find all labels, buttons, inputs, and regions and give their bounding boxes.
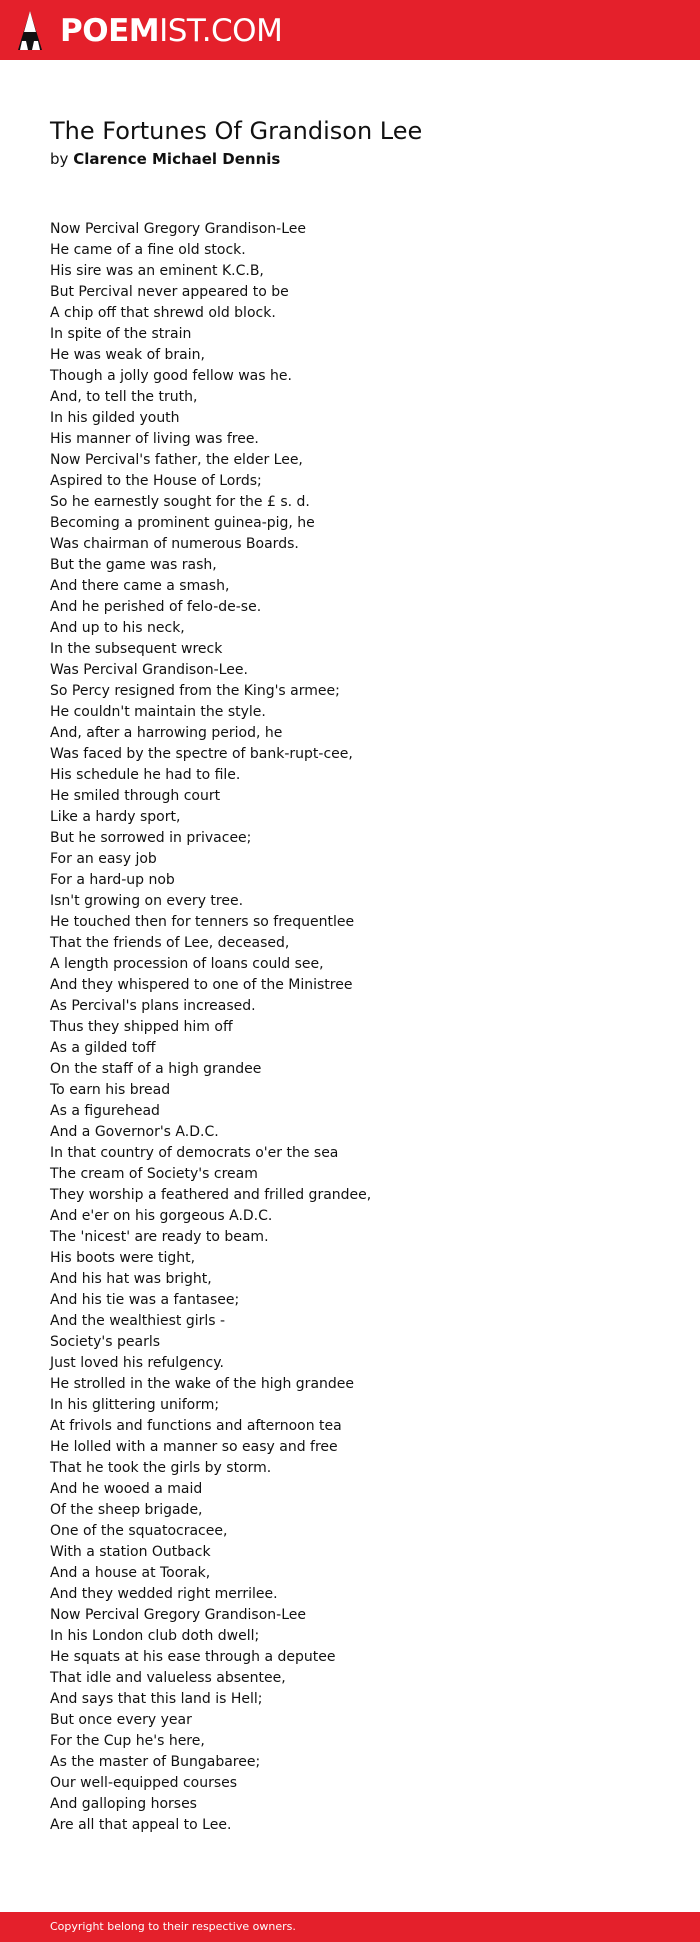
poem-line: And up to his neck,	[50, 620, 185, 636]
poem-line: In his glittering uniform;	[50, 1397, 220, 1413]
poem-line: He smiled through court	[50, 788, 221, 804]
poem-line: And they whispered to one of the Ministree	[50, 977, 353, 993]
poem-line: That idle and valueless absentee,	[50, 1670, 286, 1686]
poem-line: The 'nicest' are ready to beam.	[50, 1229, 269, 1245]
poem-line: Isn't growing on every tree.	[50, 893, 244, 909]
poem-line: That he took the girls by storm.	[50, 1460, 272, 1476]
poem-line: Was Percival Grandison-Lee.	[50, 662, 248, 678]
poem-line: For a hard-up nob	[50, 872, 175, 888]
poem-line: Now Percival's father, the elder Lee,	[50, 452, 303, 468]
logo-light-part: IST.COM	[159, 13, 283, 49]
poem-line: Society's pearls	[50, 1334, 161, 1350]
poem-line: Of the sheep brigade,	[50, 1502, 203, 1518]
poem-line: Though a jolly good fellow was he.	[50, 368, 292, 384]
poem-line: But he sorrowed in privacee;	[50, 830, 252, 846]
poem-line: In that country of democrats o'er the sea	[50, 1145, 339, 1161]
poem-line: Now Percival Gregory Grandison-Lee	[50, 1607, 306, 1623]
poem-line: That the friends of Lee, deceased,	[50, 935, 290, 951]
poem-line: His boots were tight,	[50, 1250, 196, 1266]
logo-bold-part: POEM	[60, 13, 160, 49]
poem-line: But the game was rash,	[50, 557, 217, 573]
poem-line: On the staff of a high grandee	[50, 1061, 262, 1077]
poem-line: For the Cup he's here,	[50, 1733, 205, 1749]
poem-line: In his gilded youth	[50, 410, 180, 426]
poem-line: Our well-equipped courses	[50, 1775, 238, 1791]
poem-byline	[50, 149, 280, 169]
poem-line: Just loved his refulgency.	[50, 1355, 224, 1371]
poem-line: And says that this land is Hell;	[50, 1691, 263, 1707]
poem-line: Was faced by the spectre of bank-rupt-cee,	[50, 746, 353, 762]
poem-line: His manner of living was free.	[50, 431, 259, 447]
poem-line: And, to tell the truth,	[50, 389, 198, 405]
site-logo-text	[60, 10, 282, 52]
poem-line: At frivols and functions and afternoon tea	[50, 1418, 342, 1434]
poem-line: He came of a fine old stock.	[50, 242, 246, 258]
poem-line: And, after a harrowing period, he	[50, 725, 283, 741]
poem-line: Like a hardy sport,	[50, 809, 181, 825]
byline-prefix: by	[50, 150, 69, 168]
poem-line: One of the squatocracee,	[50, 1523, 228, 1539]
poem-line: With a station Outback	[50, 1544, 211, 1560]
site-header	[0, 0, 700, 60]
poem-line: And his hat was bright,	[50, 1271, 212, 1287]
poem-line: And a Governor's A.D.C.	[50, 1124, 219, 1140]
poem-line: A length procession of loans could see,	[50, 956, 324, 972]
poem-title: The Fortunes Of Grandison Lee	[50, 117, 423, 145]
poem-line: Are all that appeal to Lee.	[50, 1817, 232, 1833]
site-logo-link[interactable]	[16, 10, 282, 52]
poem-line: But Percival never appeared to be	[50, 284, 289, 300]
site-footer	[0, 1912, 700, 1942]
poem-line: And his tie was a fantasee;	[50, 1292, 240, 1308]
poem-line: As a gilded toff	[50, 1040, 156, 1056]
poem-line: They worship a feathered and frilled grandee,	[50, 1187, 372, 1203]
poem-line: He strolled in the wake of the high grandee	[50, 1376, 355, 1392]
poem-line: In spite of the strain	[50, 326, 192, 342]
poem-line: He couldn't maintain the style.	[50, 704, 266, 720]
poem-line: So Percy resigned from the King's armee;	[50, 683, 340, 699]
pen-nib-icon	[16, 10, 44, 52]
poem-line: A chip off that shrewd old block.	[50, 305, 276, 321]
poem-line: As Percival's plans increased.	[50, 998, 256, 1014]
poem-line: So he earnestly sought for the £ s. d.	[50, 494, 310, 510]
poem-line: In the subsequent wreck	[50, 641, 223, 657]
poem-body	[50, 219, 371, 1836]
poem-line: And the wealthiest girls -	[50, 1313, 226, 1329]
poem-line: And there came a smash,	[50, 578, 230, 594]
poem-line: He was weak of brain,	[50, 347, 205, 363]
poem-line: The cream of Society's cream	[50, 1166, 258, 1182]
footer-copyright: Copyright belong to their respective owners.	[50, 1920, 296, 1933]
poem-line: Becoming a prominent guinea-pig, he	[50, 515, 315, 531]
poem-line: As a figurehead	[50, 1103, 160, 1119]
poem-line: For an easy job	[50, 851, 157, 867]
poem-line: Thus they shipped him off	[50, 1019, 233, 1035]
poem-line: And he perished of felo-de-se.	[50, 599, 262, 615]
poem-line: As the master of Bungabaree;	[50, 1754, 261, 1770]
poem-line: He lolled with a manner so easy and free	[50, 1439, 338, 1455]
poem-line: Now Percival Gregory Grandison-Lee	[50, 221, 306, 237]
poem-line: He touched then for tenners so frequentlee	[50, 914, 355, 930]
poem-author: Clarence Michael Dennis	[73, 150, 281, 168]
poem-line: He squats at his ease through a deputee	[50, 1649, 336, 1665]
poem-line: Was chairman of numerous Boards.	[50, 536, 299, 552]
poem-line: And they wedded right merrilee.	[50, 1586, 278, 1602]
poem-line: And galloping horses	[50, 1796, 197, 1812]
poem-line: To earn his bread	[50, 1082, 171, 1098]
poem-line: But once every year	[50, 1712, 192, 1728]
poem-line: His schedule he had to file.	[50, 767, 241, 783]
poem-line: His sire was an eminent K.C.B,	[50, 263, 264, 279]
poem-line: And e'er on his gorgeous A.D.C.	[50, 1208, 273, 1224]
poem-line: Aspired to the House of Lords;	[50, 473, 262, 489]
poem-line: And he wooed a maid	[50, 1481, 203, 1497]
poem-line: And a house at Toorak,	[50, 1565, 211, 1581]
poem-line: In his London club doth dwell;	[50, 1628, 260, 1644]
